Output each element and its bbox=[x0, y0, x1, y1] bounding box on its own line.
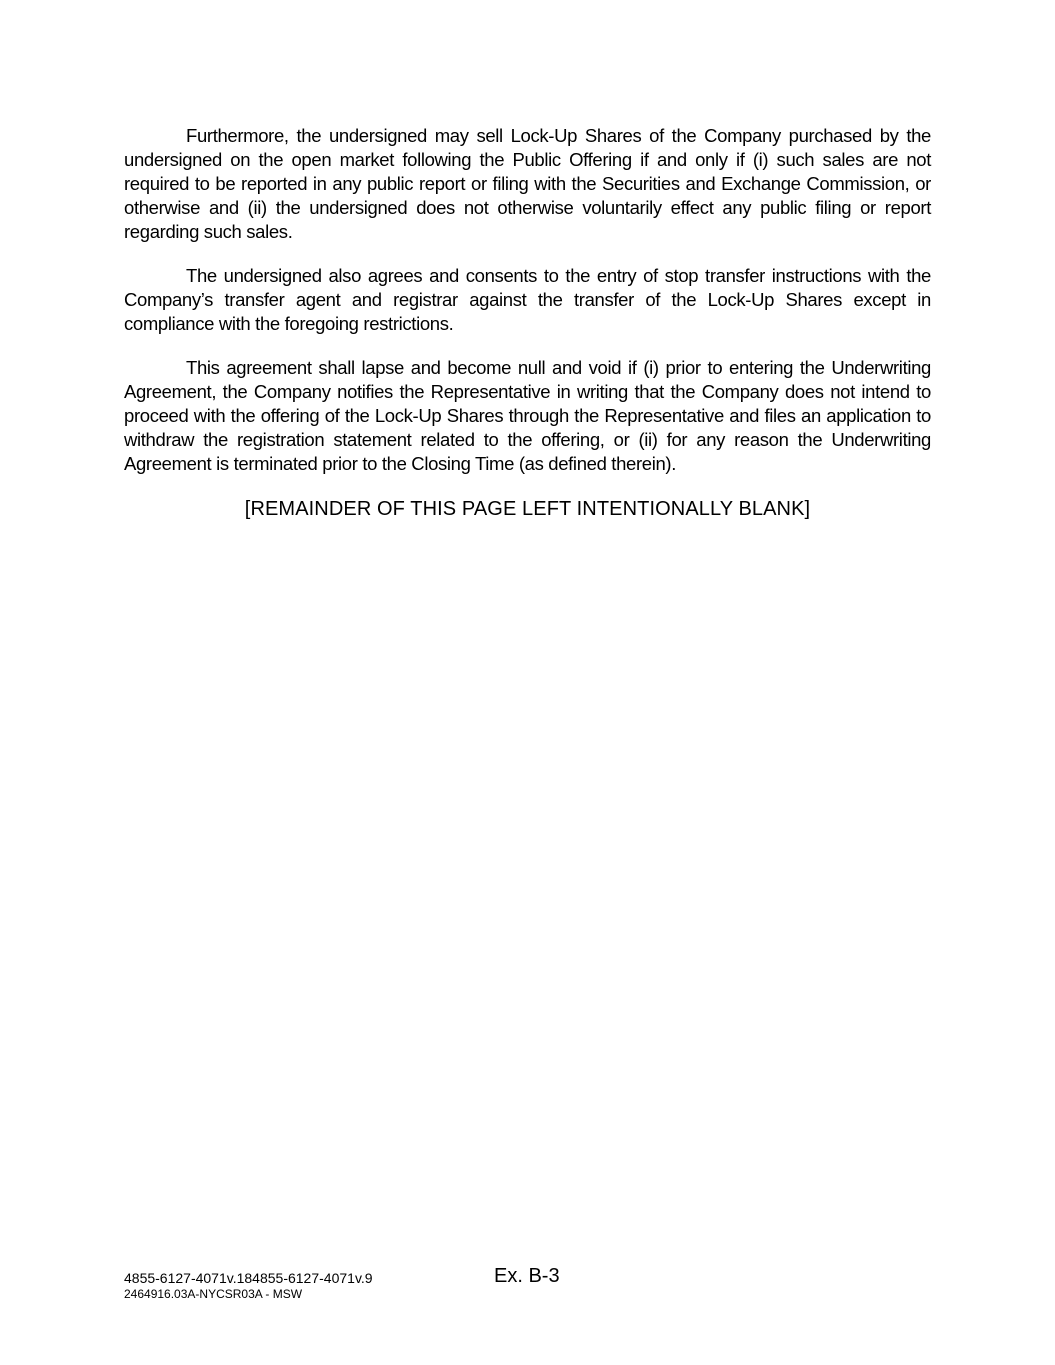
remainder-blank-notice: [REMAINDER OF THIS PAGE LEFT INTENTIONALLY BLANK] bbox=[244, 498, 811, 520]
paragraph-open-market-sales: Furthermore, the undersigned may sell Lock-Up Shares of the Company purchased by the undersigned on the open market following the Public Offering if and only if (i) such sales are not required to be reported in any public report or filing with the Securities and Exchange Commission, or otherwise and (ii) the undersigned does not otherwise voluntarily effect any public filing or report regarding such sales. bbox=[124, 125, 931, 242]
document-body bbox=[124, 124, 931, 522]
paragraph-agreement-lapse: This agreement shall lapse and become null and void if (i) prior to entering the Underwriting Agreement, the Company notifies the Representative in writing that the Company does not intend to proceed with the offering of the Lock-Up Shares through the Representative and files an application to withdraw the registration statement related to the offering, or (ii) for any reason the Underwriting Agreement is terminated prior to the Closing Time (as defined therein). bbox=[124, 357, 931, 474]
footer-document-ids bbox=[124, 1270, 454, 1302]
paragraph-stop-transfer: The undersigned also agrees and consents to the entry of stop transfer instructions with the Company’s transfer agent and registrar against the transfer of the Lock-Up Shares except in compliance with the foregoing restrictions. bbox=[124, 265, 931, 334]
footer-doc-id: 4855-6127-4071v.184855-6127-4071v.9 bbox=[124, 1270, 373, 1286]
page-number: Ex. B-3 bbox=[494, 1265, 560, 1287]
footer-client-id: 2464916.03A-NYCSR03A - MSW bbox=[124, 1287, 303, 1301]
